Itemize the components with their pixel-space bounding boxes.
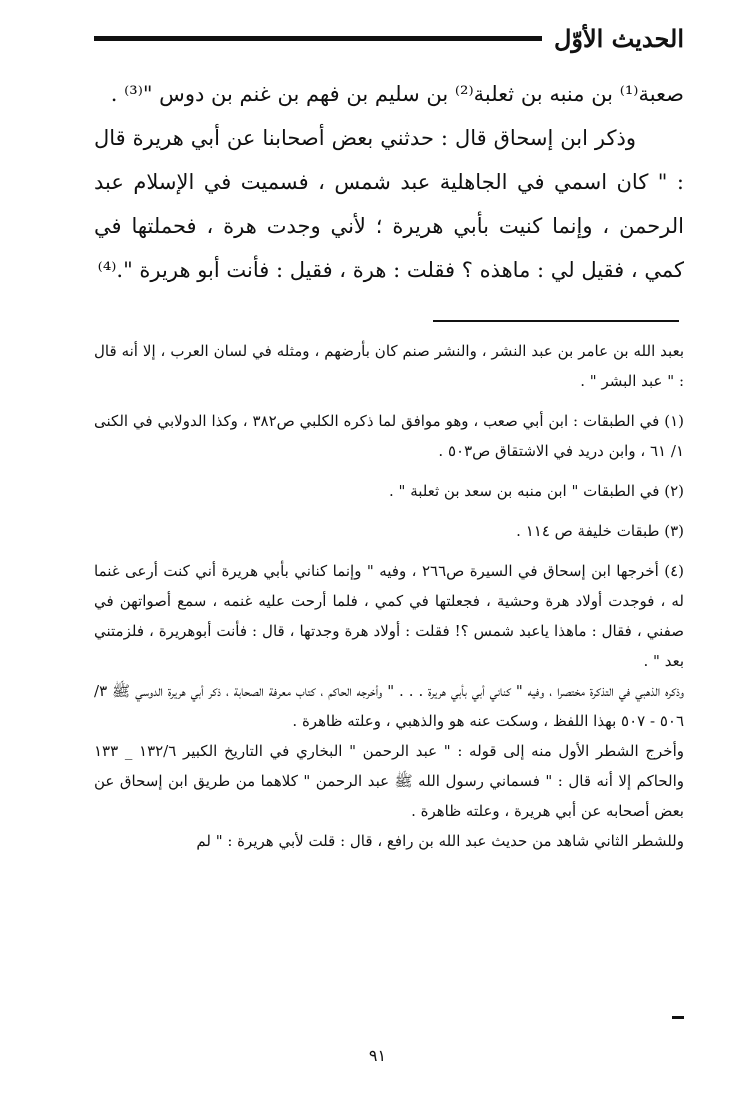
body-paragraph-1: صعبة⁽¹⁾ بن منبه بن ثعلبة⁽²⁾ بن سليم بن فهم بن غنم بن دوس "⁽³⁾ . xyxy=(110,82,684,106)
chapter-title: الحديث الأوّل xyxy=(553,23,684,53)
header-rule xyxy=(94,36,542,41)
footnote-separator xyxy=(433,320,679,322)
footnote-4: (٤) أخرجها ابن إسحاق في السيرة ص٢٦٦ ، وفيه " وإنما كناني بأبي هريرة أني كنت أرعى غنما له ، فوجدت أولاد هرة وحشية ، فجعلتها في كمي ، فلما أرحت عليه غنمه ، سمع أصواتهن في صفني ، فقال : ماهذا ياعبد شمس ؟! فقلت : أولاد هرة وجدتها ، قال : فأنت أبوهريرة ، فلزمتني بعد " . xyxy=(94,562,684,670)
footnote-4-hakim: وذكره الذهبي في التذكرة مختصرا ، وفيه " كناني أبي بأبي هريرة . . . " وأخرجه الحاكم ، كتاب معرفة الصحابة ، ذكر أبي هريرة الدوسي ﷺ ٣/ ٥٠٦ - ٥٠٧ بهذا اللفظ ، وسكت عنه هو والذهبي ، وعلته ظاهرة . xyxy=(94,682,684,730)
continuation-dash xyxy=(672,1016,684,1019)
footnotes xyxy=(94,336,684,856)
footnote-4-second-part: وللشطر الثاني شاهد من حديث عبد الله بن رافع ، قال : قلت لأبي هريرة : " لم xyxy=(196,832,684,850)
page-number: ٩١ xyxy=(368,1046,387,1065)
footnote-3: (٣) طبقات خليفة ص ١١٤ . xyxy=(516,522,684,540)
footnote-4-bukhari: وأخرج الشطر الأول منه إلى قوله : " عبد الرحمن " البخاري في التاريخ الكبير ١٣٢/٦ _ ١٣٣ والحاكم إلا أنه قال : " فسماني رسول الله ﷺ عبد الرحمن " كلاهما من طريق ابن إسحاق عن بعض أصحابه عن أبي هريرة ، وعلته ظاهرة . xyxy=(94,742,684,820)
page-header xyxy=(94,14,684,62)
body-paragraph-2: وذكر ابن إسحاق قال : حدثني بعض أصحابنا عن أبي هريرة قال : " كان اسمي في الجاهلية عبد شمس ، فسميت في الإسلام عبد الرحمن ، وإنما كنيت بأبي هريرة ؛ لأني وجدت هرة ، فحملتها في كمي ، فقيل لي : ماهذه ؟ فقلت : هرة ، فقيل : فأنت أبو هريرة ".⁽⁴⁾ xyxy=(94,126,684,282)
main-text xyxy=(94,72,684,292)
footnote-2: (٢) في الطبقات " ابن منبه بن سعد بن ثعلبة " . xyxy=(388,482,684,500)
footnote-continuation: بعبد الله بن عامر بن عبد النشر ، والنشر صنم كان بأرضهم ، ومثله في لسان العرب ، إلا أنه قال : " عبد البشر " . xyxy=(94,342,684,390)
footnote-1: (١) في الطبقات : ابن أبي صعب ، وهو موافق لما ذكره الكلبي ص٣٨٢ ، وكذا الدولابي في الكنى ١/ ٦١ ، وابن دريد في الاشتقاق ص٥٠٣ . xyxy=(94,412,684,460)
